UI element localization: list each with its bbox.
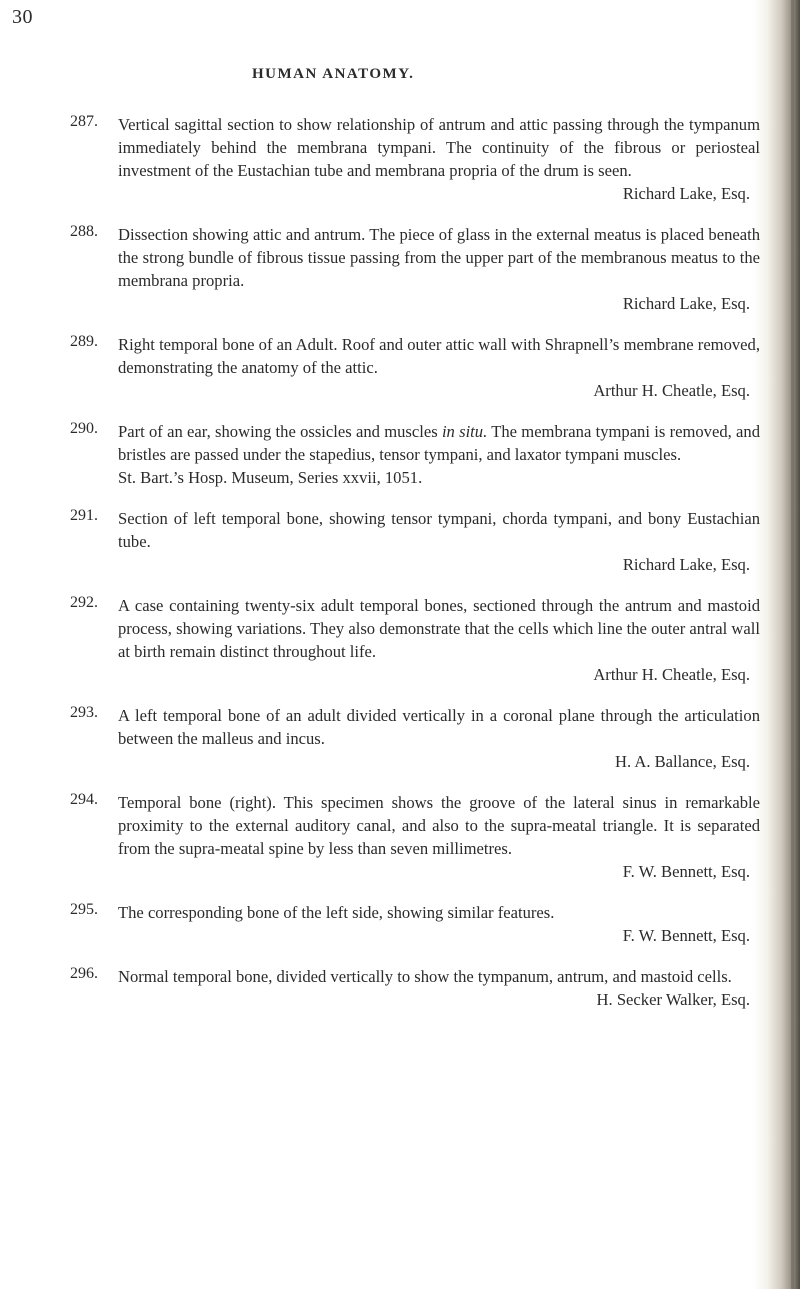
page-edge-shadow — [754, 0, 800, 1289]
catalogue-entry — [70, 113, 760, 205]
page-number: 30 — [12, 6, 33, 28]
entry-number: 296. — [70, 965, 98, 982]
entry-credit: H. Secker Walker, Esq. — [596, 990, 750, 1009]
entry-description: Right temporal bone of an Adult. Roof and outer attic wall with Shrapnell’s membrane removed, demonstrating the anatomy of the attic. — [118, 335, 760, 377]
entry-description: Dissection showing attic and antrum. The piece of glass in the external meatus is placed beneath the strong bundle of fibrous tissue passing from the upper part of the membranous meatus to the membrana propria. — [118, 225, 760, 290]
catalogue-entry — [70, 333, 760, 402]
entry-number: 292. — [70, 594, 98, 611]
catalogue-entry — [70, 594, 760, 686]
catalogue-entry — [70, 791, 760, 883]
catalogue-entry — [70, 507, 760, 576]
entry-description: Section of left temporal bone, showing tensor tympani, chorda tympani, and bony Eustachian tube. — [118, 509, 760, 551]
entry-number: 293. — [70, 704, 98, 721]
entry-description: A case containing twenty-six adult temporal bones, sectioned through the antrum and mastoid process, showing variations. They also demonstrate that the cells which line the outer antral wall at birth remain distinct throughout life. — [118, 596, 760, 661]
catalogue-entries — [70, 113, 760, 1029]
entry-number: 290. — [70, 420, 98, 437]
catalogue-entry — [70, 223, 760, 315]
entry-description: The corresponding bone of the left side, showing similar features. — [118, 903, 555, 922]
entry-credit: St. Bart.’s Hosp. Museum, Series xxvii, 1051. — [118, 468, 423, 487]
running-head: HUMAN ANATOMY. — [252, 66, 415, 82]
entry-description — [118, 420, 760, 466]
entry-credit: Richard Lake, Esq. — [622, 294, 750, 313]
entry-description: A left temporal bone of an adult divided vertically in a coronal plane through the articulation between the malleus and incus. — [118, 706, 760, 748]
catalogue-entry — [70, 420, 760, 489]
entry-credit: Arthur H. Cheatle, Esq. — [593, 665, 750, 684]
entry-credit: Richard Lake, Esq. — [622, 184, 750, 203]
entry-text-part: Part of an ear, showing the ossicles and muscles — [118, 422, 442, 441]
catalogue-entry — [70, 965, 760, 1011]
entry-number: 289. — [70, 333, 98, 350]
entry-credit: F. W. Bennett, Esq. — [622, 926, 750, 945]
entry-text-part: The membrana tympani is removed, and bristles are passed under the stapedius, tensor tympani, and laxator tympani muscles. — [118, 422, 761, 464]
entry-number: 291. — [70, 507, 98, 524]
entry-description: Normal temporal bone, divided vertically to show the tympanum, antrum, and mastoid cells. — [118, 967, 732, 986]
entry-number: 288. — [70, 223, 98, 240]
entry-credit: H. A. Ballance, Esq. — [614, 752, 750, 771]
entry-text-italic: in situ. — [441, 422, 488, 441]
entry-credit: F. W. Bennett, Esq. — [622, 862, 750, 881]
entry-description: Temporal bone (right). This specimen shows the groove of the lateral sinus in remarkable proximity to the external auditory canal, and also to the supra-meatal triangle. It is separated from the supra-meatal spine by less than seven millimetres. — [118, 793, 760, 858]
entry-number: 294. — [70, 791, 98, 808]
entry-credit: Arthur H. Cheatle, Esq. — [593, 381, 750, 400]
entry-number: 287. — [70, 113, 98, 130]
entry-credit: Richard Lake, Esq. — [622, 555, 750, 574]
entry-number: 295. — [70, 901, 98, 918]
catalogue-entry — [70, 704, 760, 773]
entry-description: Vertical sagittal section to show relationship of antrum and attic passing through the tympanum immediately behind the membrana tympani. The continuity of the fibrous or periosteal investment of the Eustachian tube and membrana propria of the drum is seen. — [118, 115, 760, 180]
catalogue-entry — [70, 901, 760, 947]
